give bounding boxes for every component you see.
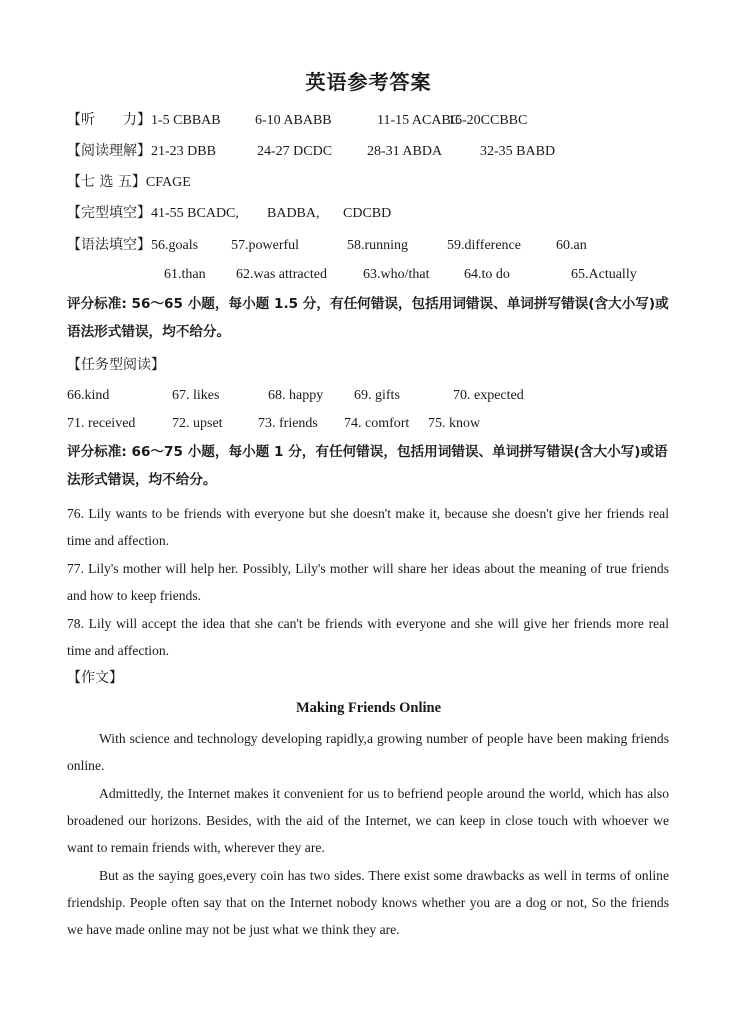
grammar-row-1 <box>67 235 587 256</box>
grammar-answer: 65.Actually <box>571 267 637 282</box>
scoring-criteria-2: 评分标准: 66～75 小题，每小题 1 分，有任何错误，包括用词错误、单词拼写错误(含大小写)或语法形式错误，均不给分。 <box>67 444 668 488</box>
listening-answer-4: 16-20CCBBC <box>448 113 528 128</box>
answer-78: 78. Lily will accept the idea that she can't be friends with everyone and she will give her friends more real time and affection. <box>67 616 669 658</box>
task-answer: 72. upset <box>172 416 223 431</box>
cloze-row <box>67 203 391 224</box>
reading-answer-4: 32-35 BABD <box>480 144 556 159</box>
writing-label: 【作文】 <box>67 670 123 686</box>
cloze-answer-1: 41-55 BCADC, <box>151 206 239 221</box>
task-reading-label: 【任务型阅读】 <box>67 357 165 373</box>
essay-paragraph-3: But as the saying goes,every coin has two sides. There exist some drawbacks as well in terms of online friendship. People often say that on the Internet nobody knows whether you are a dog or not, So the friends we have made online may not be just what we think they are. <box>67 868 669 937</box>
task-answer: 70. expected <box>453 388 524 403</box>
grammar-answer: 59.difference <box>447 238 521 253</box>
task-answer: 74. comfort <box>344 416 410 431</box>
task-reading-label-row <box>67 355 165 376</box>
grammar-answer: 57.powerful <box>231 238 300 253</box>
essay-paragraph-1: With science and technology developing rapidly,a growing number of people have been making friends online. <box>67 731 669 773</box>
grammar-answer: 63.who/that <box>363 267 430 282</box>
grammar-answer: 60.an <box>556 238 587 253</box>
seven-choose-five-label: 【七 选 五】 <box>67 174 146 190</box>
task-answer: 75. know <box>428 416 481 431</box>
grammar-answer: 56.goals <box>151 238 199 253</box>
essay-title: Making Friends Online <box>295 700 442 716</box>
listening-row <box>67 110 527 131</box>
reading-answer-1: 21-23 DBB <box>151 144 216 159</box>
grammar-answer: 62.was attracted <box>236 267 327 282</box>
seven-choose-five-answer: CFAGE <box>145 175 191 190</box>
cloze-answer-2: BADBA, <box>267 206 320 221</box>
task-row-1 <box>67 386 524 406</box>
seven-choose-five-row <box>67 172 191 193</box>
cloze-answer-3: CDCBD <box>343 206 392 221</box>
scoring-criteria-1: 评分标准: 56～65 小题，每小题 1.5 分，有任何错误，包括用词错误、单词拼写错误(含大小写)或语法形式错误，均不给分。 <box>67 296 669 340</box>
answer-76: 76. Lily wants to be friends with everyone but she doesn't make it, because she doesn't give her friends real time and affection. <box>67 506 669 548</box>
listening-label: 【听 力】 <box>67 112 151 128</box>
listening-answer-1: 1-5 CBBAB <box>151 113 221 128</box>
task-row-2 <box>67 414 480 434</box>
reading-label: 【阅读理解】 <box>67 143 151 159</box>
grammar-answer: 58.running <box>347 238 409 253</box>
essay-paragraph-2: Admittedly, the Internet makes it convenient for us to befriend people around the world, which has also broadened our horizons. Besides, with the aid of the Internet, we can keep in close touch with whoever we want to remain friends with, wherever they are. <box>67 786 669 855</box>
listening-answer-2: 6-10 ABABB <box>255 113 332 128</box>
task-answer: 69. gifts <box>354 388 400 403</box>
task-answer: 67. likes <box>172 388 220 403</box>
task-answer: 68. happy <box>268 388 324 403</box>
grammar-row-2 <box>164 265 637 285</box>
page-title: 英语参考答案 <box>305 70 432 94</box>
task-answer: 73. friends <box>258 416 318 431</box>
grammar-label: 【语法填空】 <box>67 237 151 253</box>
reading-row <box>67 141 555 162</box>
task-answer: 71. received <box>67 416 136 431</box>
answer-77: 77. Lily's mother will help her. Possibly, Lily's mother will share her ideas about the meaning of true friends and how to keep friends. <box>67 561 669 603</box>
grammar-answer: 61.than <box>164 267 206 282</box>
listening-answer-3: 11-15 ACABC <box>377 113 461 128</box>
reading-answer-3: 28-31 ABDA <box>367 144 443 159</box>
grammar-answer: 64.to do <box>464 267 510 282</box>
task-answer: 66.kind <box>67 388 110 403</box>
cloze-label: 【完型填空】 <box>67 205 151 221</box>
writing-label-row <box>67 668 123 689</box>
reading-answer-2: 24-27 DCDC <box>257 144 333 159</box>
